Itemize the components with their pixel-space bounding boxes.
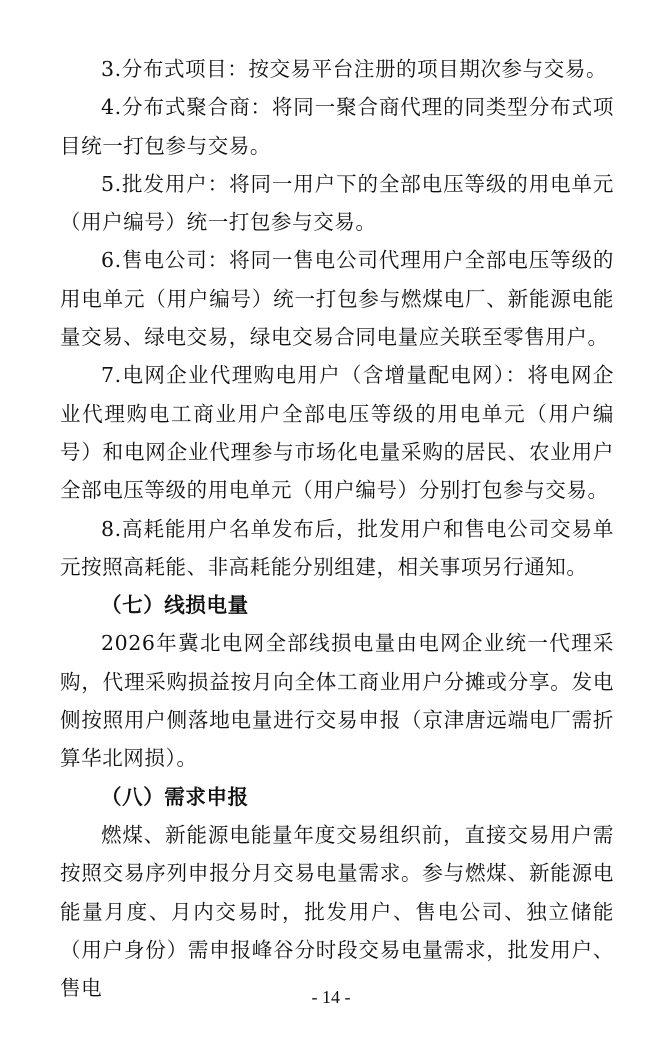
document-body <box>60 50 614 1007</box>
paragraph-item-6: 6.售电公司：将同一售电公司代理用户全部电压等级的用电单元（用户编号）统一打包参与燃煤电厂、新能源电能量交易、绿电交易，绿电交易合同电量应关联至零售用户。 <box>60 248 614 350</box>
paragraph-item-7: 7.电网企业代理购电用户（含增量配电网）：将电网企业代理购电工商业用户全部电压等级的用电单元（用户编号）和电网企业代理参与市场化电量采购的居民、农业用户全部电压等级的用电单元（用户编号）分别打包参与交易。 <box>60 363 614 503</box>
paragraph-item-4: 4.分布式聚合商：将同一聚合商代理的同类型分布式项目统一打包参与交易。 <box>60 95 614 158</box>
page-number: - 14 - <box>311 987 351 1007</box>
paragraph-item-8: 8.高耗能用户名单发布后，批发用户和售电公司交易单元按照高耗能、非高耗能分别组建，相关事项另行通知。 <box>60 516 614 579</box>
paragraph-item-3: 3.分布式项目：按交易平台注册的项目期次参与交易。 <box>101 57 608 81</box>
paragraph-line-loss: 2026年冀北电网全部线损电量由电网企业统一代理采购，代理采购损益按月向全体工商业用户分摊或分享。发电侧按照用户侧落地电量进行交易申报（京津唐远端电厂需折算华北网损）。 <box>60 631 614 771</box>
section-heading-line-loss: （七）线损电量 <box>101 593 249 618</box>
paragraph-item-5: 5.批发用户：将同一用户下的全部电压等级的用电单元（用户编号）统一打包参与交易。 <box>60 171 614 235</box>
section-heading-demand-declaration: （八）需求申报 <box>101 784 249 809</box>
paragraph-demand-declaration: 燃煤、新能源电能量年度交易组织前，直接交易用户需按照交易序列申报分月交易电量需求。参与燃煤、新能源电能量月度、月内交易时，批发用户、售电公司、独立储能（用户身份）需申报峰谷分时段交易电量需求，批发用户、售电 <box>60 822 614 1001</box>
